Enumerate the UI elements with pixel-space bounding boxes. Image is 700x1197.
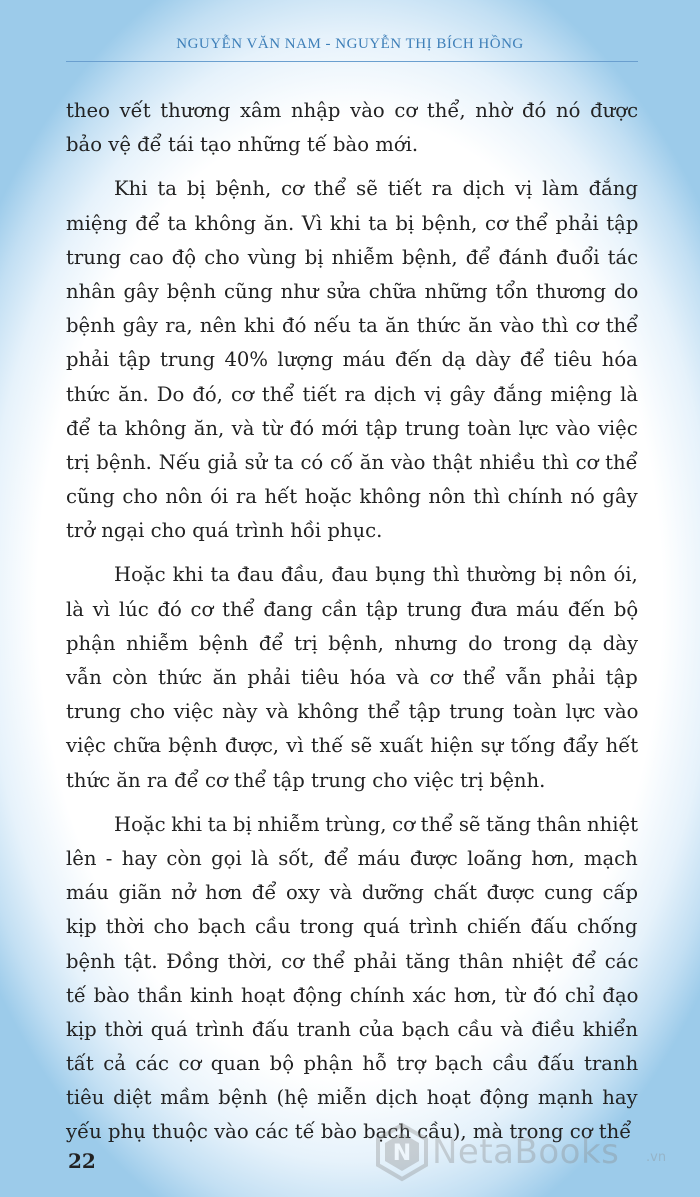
text-line: lên - hay còn gọi là sốt, để máu được loãng hơn, mạch	[66, 846, 638, 870]
watermark-text: NetaBooks	[432, 1132, 620, 1172]
text-line: thức ăn. Do đó, cơ thể tiết ra dịch vị gây đắng miệng là	[66, 382, 639, 406]
text-line: tế bào thần kinh hoạt động chính xác hơn, từ đó chỉ đạo	[66, 983, 639, 1007]
paragraph-4	[66, 808, 638, 1150]
text-line: trở ngại cho quá trình hồi phục.	[66, 519, 383, 543]
text-line: kịp thời cho bạch cầu trong quá trình chiến đấu chống	[66, 915, 638, 939]
running-header: NGUYỄN VĂN NAM - NGUYỄN THỊ BÍCH HỒNG	[176, 36, 524, 52]
text-line: Khi ta bị bệnh, cơ thể sẽ tiết ra dịch vị làm đắng	[114, 177, 638, 201]
text-line: trung cao độ cho vùng bị nhiễm bệnh, để đánh đuổi tác	[66, 245, 639, 269]
text-line: tiêu diệt mầm bệnh (hệ miễn dịch hoạt động mạnh hay	[66, 1086, 638, 1110]
text-line: phải tập trung 40% lượng máu đến dạ dày để tiêu hóa	[66, 348, 638, 372]
watermark	[372, 1122, 692, 1184]
text-line: kịp thời quá trình đấu tranh của bạch cầu và điều khiển	[66, 1017, 639, 1041]
text-line: trung cho việc này và không thể tập trung toàn lực vào	[66, 700, 639, 724]
header-rule	[66, 61, 638, 62]
text-line: bệnh tật. Đồng thời, cơ thể phải tăng thân nhiệt để các	[66, 949, 639, 973]
text-line: bảo vệ để tái tạo những tế bào mới.	[66, 133, 419, 157]
page-number: 22	[68, 1149, 96, 1173]
text-line: máu giãn nở hơn để oxy và dưỡng chất được cung cấp	[66, 881, 639, 905]
text-line: cũng cho nôn ói ra hết hoặc không nôn thì chính nó gây	[66, 485, 638, 509]
text-line: miệng để ta không ăn. Vì khi ta bị bệnh, cơ thể phải tập	[66, 211, 639, 235]
text-line: Hoặc khi ta đau đầu, đau bụng thì thường bị nôn ói,	[114, 563, 638, 587]
text-line: là vì lúc đó cơ thể đang cần tập trung đưa máu đến bộ	[66, 597, 639, 621]
watermark-suffix: .vn	[646, 1150, 667, 1165]
text-line: yếu phụ thuộc vào các tế bào bạch cầu), mà trong cơ thể	[66, 1120, 632, 1144]
text-line: việc chữa bệnh được, vì thế sẽ xuất hiện sự tống đẩy hết	[66, 734, 639, 758]
text-line: phận nhiễm bệnh để trị bệnh, nhưng do trong dạ dày	[66, 631, 639, 655]
text-line: vẫn còn thức ăn phải tiêu hóa và cơ thể vẫn phải tập	[66, 666, 638, 689]
paragraph-2	[66, 172, 638, 548]
text-line: để ta không ăn, và từ đó mới tập trung toàn lực vào việc	[66, 416, 638, 440]
text-line: Hoặc khi ta bị nhiễm trùng, cơ thể sẽ tăng thân nhiệt	[114, 812, 639, 836]
paragraph-1	[66, 94, 638, 162]
netabooks-logo-icon	[372, 1122, 432, 1182]
text-line: thức ăn ra để cơ thể tập trung cho việc trị bệnh.	[66, 768, 546, 792]
svg-text:N: N	[392, 1141, 412, 1166]
paragraph-3	[66, 558, 638, 797]
text-line: tất cả các cơ quan bộ phận hỗ trợ bạch cầu đấu tranh	[66, 1052, 639, 1076]
text-line: nhân gây bệnh cũng như sửa chữa những tổn thương do	[66, 279, 639, 303]
body-text	[66, 94, 638, 1150]
text-line: trị bệnh. Nếu giả sử ta có cố ăn vào thật nhiều thì cơ thể	[66, 450, 638, 474]
text-line: bệnh gây ra, nên khi đó nếu ta ăn thức ăn vào thì cơ thể	[66, 314, 639, 338]
text-line: theo vết thương xâm nhập vào cơ thể, nhờ đó nó được	[66, 99, 639, 122]
